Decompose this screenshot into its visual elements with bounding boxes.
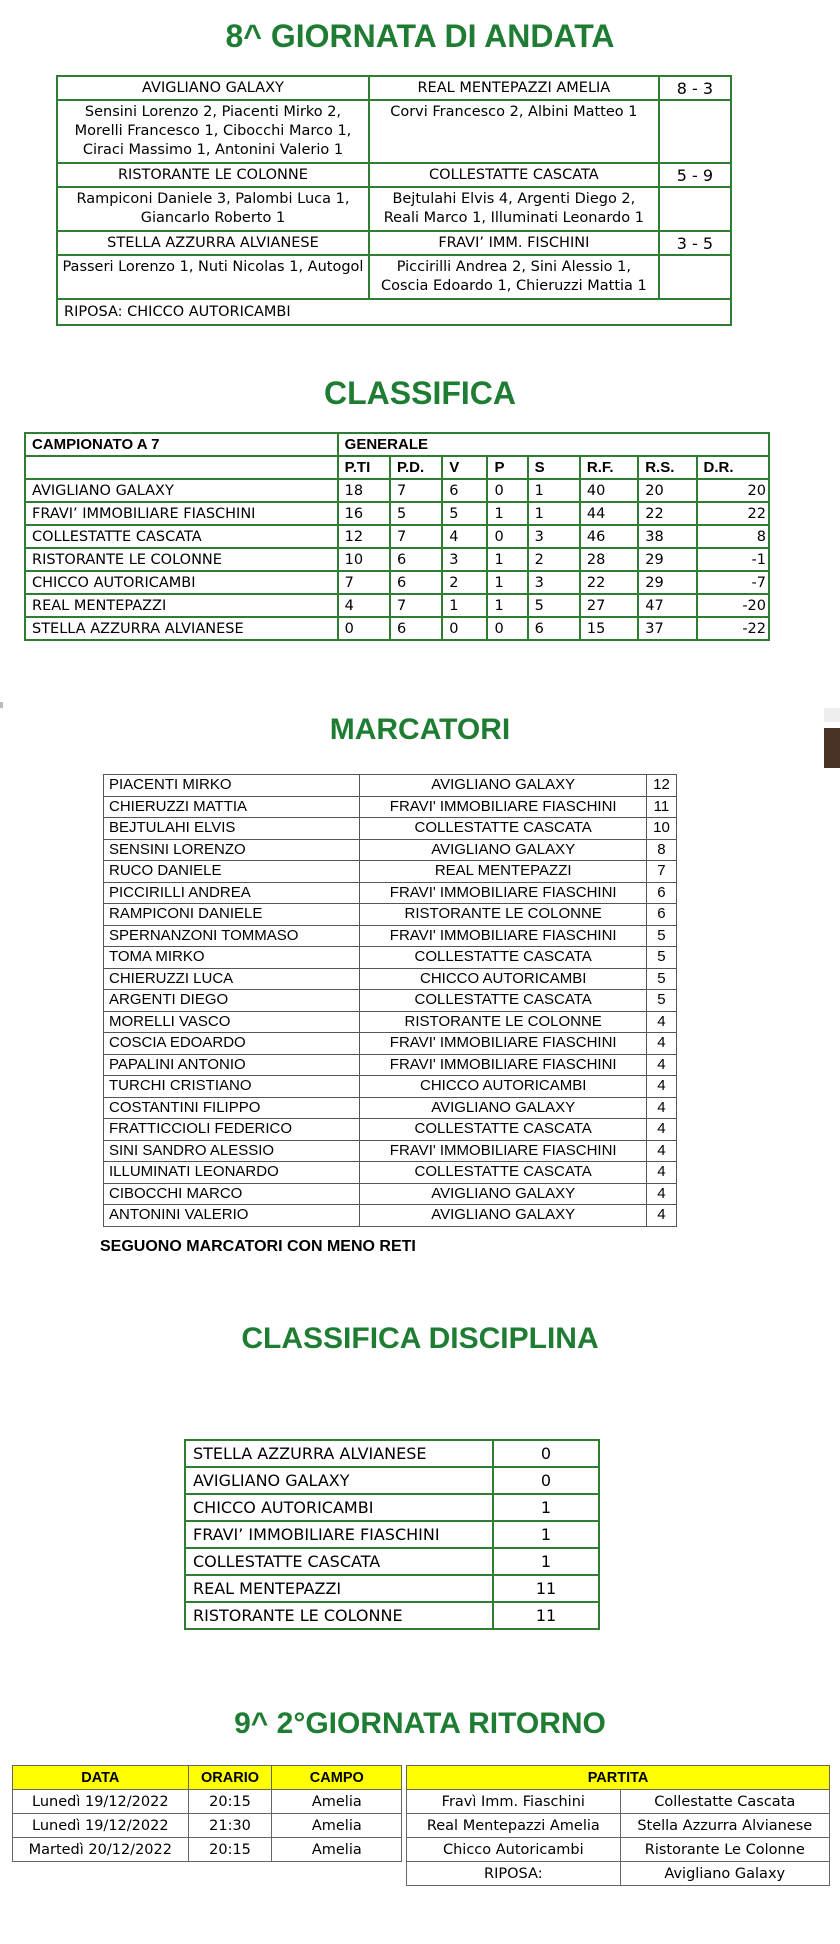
stat-value: 1 [528, 479, 580, 502]
team-name: RISTORANTE LE COLONNE [185, 1602, 493, 1629]
away-scorers: Piccirilli Andrea 2, Sini Alessio 1, Coscia Edoardo 1, Chieruzzi Mattia 1 [369, 255, 659, 299]
player-name: TURCHI CRISTIANO [104, 1076, 360, 1098]
stat-value: 37 [638, 617, 696, 640]
player-team: COLLESTATTE CASCATA [360, 990, 647, 1012]
team-name: REAL MENTEPAZZI [185, 1575, 493, 1602]
scorer-row [104, 775, 677, 797]
goals: 4 [646, 1205, 676, 1227]
player-team: FRAVI' IMMOBILIARE FIASCHINI [360, 925, 647, 947]
player-name: BEJTULAHI ELVIS [104, 818, 360, 840]
goals: 12 [646, 775, 676, 797]
player-team: RISTORANTE LE COLONNE [360, 1011, 647, 1033]
stat-value: 0 [487, 617, 527, 640]
match-score: 5 - 9 [659, 163, 731, 187]
goals: 4 [646, 1054, 676, 1076]
scorer-row [104, 1097, 677, 1119]
match-row [57, 231, 731, 255]
discipline-row [185, 1521, 599, 1548]
fixture-home: Chicco Autoricambi [407, 1838, 620, 1862]
scorer-row [104, 1183, 677, 1205]
stat-value: 0 [487, 479, 527, 502]
results-table [56, 75, 732, 326]
stat-value: 7 [390, 525, 442, 548]
fixture-row [13, 1790, 830, 1814]
stat-value: 0 [442, 617, 487, 640]
scorer-row [104, 925, 677, 947]
match-row [57, 76, 731, 100]
player-team: FRAVI' IMMOBILIARE FIASCHINI [360, 796, 647, 818]
time-header: ORARIO [188, 1766, 272, 1790]
stat-value: -20 [697, 594, 769, 617]
stat-value: 2 [442, 571, 487, 594]
field-header: CAMPO [272, 1766, 402, 1790]
goals: 7 [646, 861, 676, 883]
results-title: 8^ GIORNATA DI ANDATA [225, 18, 615, 54]
team-name: FRAVI’ IMMOBILIARE FIASCHINI [185, 1521, 493, 1548]
player-team: FRAVI' IMMOBILIARE FIASCHINI [360, 1054, 647, 1076]
player-team: COLLESTATTE CASCATA [360, 947, 647, 969]
scorers-note: SEGUONO MARCATORI CON MENO RETI [100, 1238, 416, 1255]
riposa-row [57, 299, 731, 325]
stat-value: 44 [580, 502, 638, 525]
fixture-away: Stella Azzurra Alvianese [620, 1814, 829, 1838]
edge-mark [0, 702, 3, 708]
team-name: AVIGLIANO GALAXY [25, 479, 338, 502]
stat-value: 3 [528, 525, 580, 548]
fixture-date: Lunedì 19/12/2022 [13, 1814, 189, 1838]
player-name: ARGENTI DIEGO [104, 990, 360, 1012]
goals: 4 [646, 1097, 676, 1119]
player-name: SENSINI LORENZO [104, 839, 360, 861]
player-name: PICCIRILLI ANDREA [104, 882, 360, 904]
stat-value: 40 [580, 479, 638, 502]
stat-value: 6 [390, 548, 442, 571]
stat-value: 20 [638, 479, 696, 502]
team-name: STELLA AZZURRA ALVIANESE [185, 1440, 493, 1467]
scorer-row [104, 1054, 677, 1076]
scorer-row [104, 1033, 677, 1055]
scorer-row [104, 968, 677, 990]
goals: 5 [646, 968, 676, 990]
goals: 6 [646, 904, 676, 926]
col-header: P.D. [390, 456, 442, 479]
stat-value: 22 [638, 502, 696, 525]
discipline-row [185, 1575, 599, 1602]
player-team: FRAVI' IMMOBILIARE FIASCHINI [360, 882, 647, 904]
player-team: AVIGLIANO GALAXY [360, 839, 647, 861]
team-name: COLLESTATTE CASCATA [25, 525, 338, 548]
standings-table [24, 432, 770, 641]
stat-value: 1 [487, 594, 527, 617]
home-team: RISTORANTE LE COLONNE [57, 163, 369, 187]
col-header: R.S. [638, 456, 696, 479]
player-name: SPERNANZONI TOMMASO [104, 925, 360, 947]
scorers-row [57, 100, 731, 163]
team-name: STELLA AZZURRA ALVIANESE [25, 617, 338, 640]
stat-value: 29 [638, 571, 696, 594]
stat-value: 22 [697, 502, 769, 525]
fixture-row [13, 1838, 830, 1862]
player-team: FRAVI' IMMOBILIARE FIASCHINI [360, 1033, 647, 1055]
player-name: TOMA MIRKO [104, 947, 360, 969]
scorer-row [104, 1140, 677, 1162]
player-name: SINI SANDRO ALESSIO [104, 1140, 360, 1162]
stat-value: 0 [487, 525, 527, 548]
empty-cell [659, 187, 731, 231]
discipline-points: 11 [493, 1602, 599, 1629]
stat-value: 1 [528, 502, 580, 525]
discipline-row [185, 1602, 599, 1629]
stat-value: 5 [528, 594, 580, 617]
scorer-row [104, 947, 677, 969]
scorer-row [104, 861, 677, 883]
discipline-table [184, 1439, 600, 1630]
stat-value: 46 [580, 525, 638, 548]
player-name: CHIERUZZI MATTIA [104, 796, 360, 818]
player-name: PAPALINI ANTONIO [104, 1054, 360, 1076]
scorer-row [104, 839, 677, 861]
stat-value: 6 [528, 617, 580, 640]
away-team: COLLESTATTE CASCATA [369, 163, 659, 187]
scorer-row [104, 990, 677, 1012]
group-label: GENERALE [338, 433, 769, 456]
scorer-row [104, 1011, 677, 1033]
discipline-points: 0 [493, 1467, 599, 1494]
stat-value: 22 [580, 571, 638, 594]
player-team: FRAVI' IMMOBILIARE FIASCHINI [360, 1140, 647, 1162]
match-score: 8 - 3 [659, 76, 731, 100]
home-team: AVIGLIANO GALAXY [57, 76, 369, 100]
league-label: CAMPIONATO A 7 [25, 433, 338, 456]
player-name: ILLUMINATI LEONARDO [104, 1162, 360, 1184]
team-name: COLLESTATTE CASCATA [185, 1548, 493, 1575]
scorer-row [104, 1205, 677, 1227]
player-team: COLLESTATTE CASCATA [360, 1162, 647, 1184]
standings-row [25, 571, 769, 594]
match-row [57, 163, 731, 187]
fixture-home: Real Mentepazzi Amelia [407, 1814, 620, 1838]
stat-value: 7 [390, 594, 442, 617]
scorer-row [104, 882, 677, 904]
player-team: CHICCO AUTORICAMBI [360, 1076, 647, 1098]
team-name: REAL MENTEPAZZI [25, 594, 338, 617]
stat-value: 20 [697, 479, 769, 502]
goals: 4 [646, 1183, 676, 1205]
stat-value: 7 [390, 479, 442, 502]
standings-row [25, 525, 769, 548]
team-name: AVIGLIANO GALAXY [185, 1467, 493, 1494]
team-name: FRAVI’ IMMOBILIARE FIASCHINI [25, 502, 338, 525]
discipline-points: 0 [493, 1440, 599, 1467]
col-header: P [487, 456, 527, 479]
riposa-text: RIPOSA: CHICCO AUTORICAMBI [57, 299, 731, 325]
player-team: AVIGLIANO GALAXY [360, 1097, 647, 1119]
scorer-row [104, 818, 677, 840]
stat-value: 3 [442, 548, 487, 571]
stat-value: 1 [487, 502, 527, 525]
goals: 4 [646, 1162, 676, 1184]
fixtures-header-row [13, 1766, 830, 1790]
player-name: MORELLI VASCO [104, 1011, 360, 1033]
player-team: RISTORANTE LE COLONNE [360, 904, 647, 926]
stat-value: 1 [487, 548, 527, 571]
player-name: RUCO DANIELE [104, 861, 360, 883]
standings-row [25, 479, 769, 502]
home-scorers: Passeri Lorenzo 1, Nuti Nicolas 1, Autogol [57, 255, 369, 299]
fixture-field: Amelia [272, 1838, 402, 1862]
stat-value: 6 [442, 479, 487, 502]
player-name: FRATTICCIOLI FEDERICO [104, 1119, 360, 1141]
stat-value: -7 [697, 571, 769, 594]
fixtures-riposa-row [13, 1862, 830, 1886]
scorers-title: MARCATORI [329, 713, 511, 746]
goals: 11 [646, 796, 676, 818]
player-team: CHICCO AUTORICAMBI [360, 968, 647, 990]
empty-cell [659, 100, 731, 163]
discipline-points: 1 [493, 1494, 599, 1521]
player-name: CIBOCCHI MARCO [104, 1183, 360, 1205]
stat-value: 38 [638, 525, 696, 548]
col-header: P.TI [338, 456, 390, 479]
scorers-row [57, 187, 731, 231]
empty-cell [25, 456, 338, 479]
player-team: AVIGLIANO GALAXY [360, 1183, 647, 1205]
standings-row [25, 617, 769, 640]
standings-row [25, 502, 769, 525]
stat-value: 8 [697, 525, 769, 548]
player-name: ANTONINI VALERIO [104, 1205, 360, 1227]
date-header: DATA [13, 1766, 189, 1790]
player-name: CHIERUZZI LUCA [104, 968, 360, 990]
stat-value: 5 [442, 502, 487, 525]
standings-row [25, 548, 769, 571]
fixture-field: Amelia [272, 1814, 402, 1838]
player-team: REAL MENTEPAZZI [360, 861, 647, 883]
discipline-points: 1 [493, 1521, 599, 1548]
stat-value: 29 [638, 548, 696, 571]
team-name: CHICCO AUTORICAMBI [25, 571, 338, 594]
col-header: V [442, 456, 487, 479]
home-scorers: Sensini Lorenzo 2, Piacenti Mirko 2, Morelli Francesco 1, Cibocchi Marco 1, Ciraci Massimo 1, Antonini Valerio 1 [57, 100, 369, 163]
home-scorers: Rampiconi Daniele 3, Palombi Luca 1, Giancarlo Roberto 1 [57, 187, 369, 231]
fixture-home: Fravì Imm. Fiaschini [407, 1790, 620, 1814]
scorers-table [103, 774, 677, 1227]
stat-value: 27 [580, 594, 638, 617]
goals: 4 [646, 1119, 676, 1141]
standings-header-row [25, 433, 769, 456]
away-team: REAL MENTEPAZZI AMELIA [369, 76, 659, 100]
fixtures-table [12, 1765, 830, 1886]
scorer-row [104, 1119, 677, 1141]
stat-value: 2 [528, 548, 580, 571]
goals: 6 [646, 882, 676, 904]
goals: 4 [646, 1076, 676, 1098]
stat-value: 10 [338, 548, 390, 571]
fixtures-title: 9^ 2°GIORNATA RITORNO [234, 1707, 606, 1740]
goals: 5 [646, 990, 676, 1012]
fixture-away: Collestatte Cascata [620, 1790, 829, 1814]
scorer-row [104, 1076, 677, 1098]
stat-value: 15 [580, 617, 638, 640]
stat-value: 5 [390, 502, 442, 525]
standings-title: CLASSIFICA [324, 375, 516, 411]
fixture-time: 20:15 [188, 1838, 272, 1862]
match-header: PARTITA [407, 1766, 830, 1790]
player-name: COSTANTINI FILIPPO [104, 1097, 360, 1119]
stat-value: 1 [487, 571, 527, 594]
player-team: AVIGLIANO GALAXY [360, 775, 647, 797]
stat-value: 28 [580, 548, 638, 571]
stat-value: -22 [697, 617, 769, 640]
standings-row [25, 594, 769, 617]
riposa-label: RIPOSA: [407, 1862, 620, 1886]
away-scorers: Corvi Francesco 2, Albini Matteo 1 [369, 100, 659, 163]
stat-value: 7 [338, 571, 390, 594]
stat-value: 6 [390, 571, 442, 594]
team-name: CHICCO AUTORICAMBI [185, 1494, 493, 1521]
discipline-points: 1 [493, 1548, 599, 1575]
col-header: S [528, 456, 580, 479]
riposa-team: Avigliano Galaxy [620, 1862, 829, 1886]
away-team: FRAVI’ IMM. FISCHINI [369, 231, 659, 255]
player-name: RAMPICONI DANIELE [104, 904, 360, 926]
fixture-field: Amelia [272, 1790, 402, 1814]
scorers-row [57, 255, 731, 299]
match-score: 3 - 5 [659, 231, 731, 255]
home-team: STELLA AZZURRA ALVIANESE [57, 231, 369, 255]
empty-cell [659, 255, 731, 299]
stat-value: 16 [338, 502, 390, 525]
stat-value: 18 [338, 479, 390, 502]
scorer-row [104, 796, 677, 818]
fixture-date: Lunedì 19/12/2022 [13, 1790, 189, 1814]
discipline-title: CLASSIFICA DISCIPLINA [241, 1322, 599, 1355]
goals: 4 [646, 1140, 676, 1162]
discipline-row [185, 1440, 599, 1467]
standings-columns-row [25, 456, 769, 479]
stat-value: 47 [638, 594, 696, 617]
goals: 8 [646, 839, 676, 861]
fixture-time: 21:30 [188, 1814, 272, 1838]
fixture-row [13, 1814, 830, 1838]
player-name: PIACENTI MIRKO [104, 775, 360, 797]
goals: 5 [646, 947, 676, 969]
fixture-date: Martedì 20/12/2022 [13, 1838, 189, 1862]
fixture-time: 20:15 [188, 1790, 272, 1814]
scorer-row [104, 904, 677, 926]
scorer-row [104, 1162, 677, 1184]
stat-value: 4 [442, 525, 487, 548]
player-team: COLLESTATTE CASCATA [360, 818, 647, 840]
discipline-points: 11 [493, 1575, 599, 1602]
stat-value: -1 [697, 548, 769, 571]
goals: 10 [646, 818, 676, 840]
col-header: D.R. [697, 456, 769, 479]
stat-value: 0 [338, 617, 390, 640]
discipline-row [185, 1494, 599, 1521]
stat-value: 6 [390, 617, 442, 640]
goals: 4 [646, 1033, 676, 1055]
stat-value: 12 [338, 525, 390, 548]
discipline-row [185, 1467, 599, 1494]
player-team: AVIGLIANO GALAXY [360, 1205, 647, 1227]
stat-value: 4 [338, 594, 390, 617]
stat-value: 3 [528, 571, 580, 594]
goals: 5 [646, 925, 676, 947]
away-scorers: Bejtulahi Elvis 4, Argenti Diego 2, Reali Marco 1, Illuminati Leonardo 1 [369, 187, 659, 231]
goals: 4 [646, 1011, 676, 1033]
fixture-away: Ristorante Le Colonne [620, 1838, 829, 1862]
discipline-row [185, 1548, 599, 1575]
team-name: RISTORANTE LE COLONNE [25, 548, 338, 571]
player-name: COSCIA EDOARDO [104, 1033, 360, 1055]
col-header: R.F. [580, 456, 638, 479]
player-team: COLLESTATTE CASCATA [360, 1119, 647, 1141]
stat-value: 1 [442, 594, 487, 617]
